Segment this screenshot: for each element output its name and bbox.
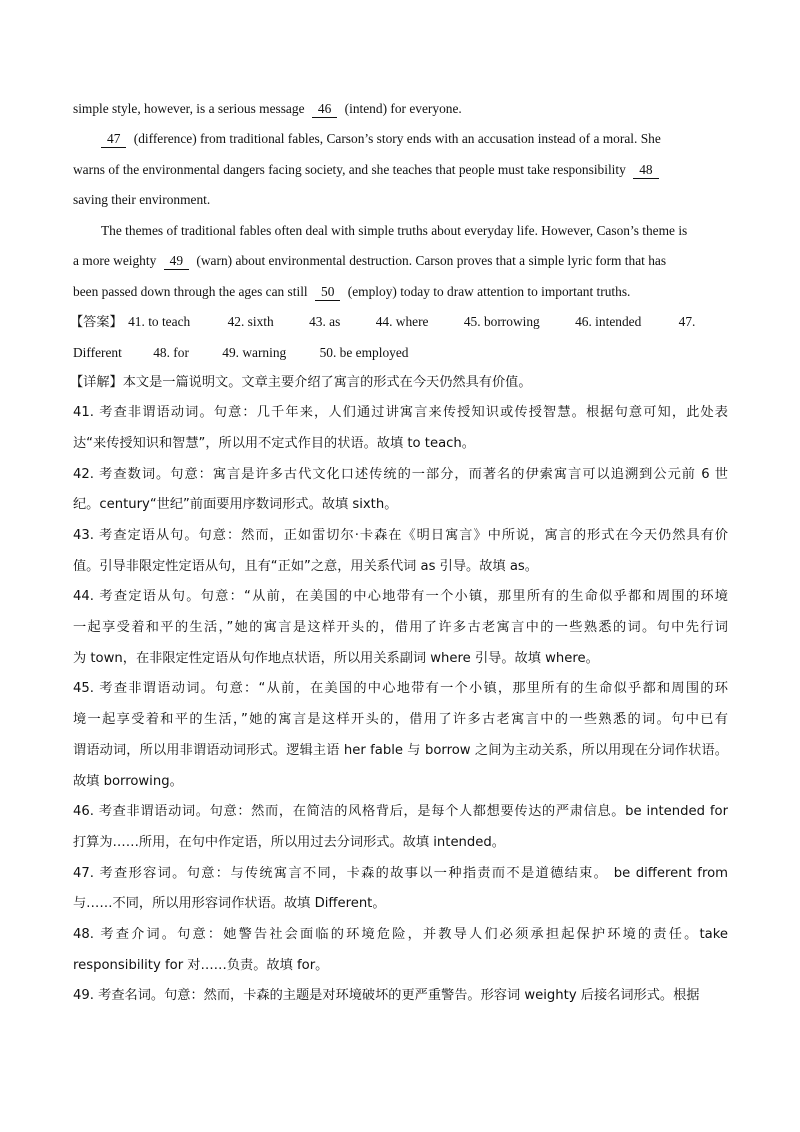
explanation-line: 41. 考查非谓语动词。句意：几千年来，人们通过讲寓言来传授知识或传授智慧。根据句意可知，此处表 xyxy=(73,405,728,420)
explanation-line: 故填 borrowing。 xyxy=(73,774,183,789)
explanation-line: 值。引导非限定性定语从句，且有“正如”之意，用关系代词 as 引导。故填 as。 xyxy=(73,559,538,574)
passage-line xyxy=(101,216,728,246)
passage-line xyxy=(73,185,728,215)
explanation-line: 46. 考查非谓语动词。句意：然而，在简洁的风格背后，是每个人都想要传达的严肃信息。be intended for xyxy=(73,804,728,819)
passage-line-50 xyxy=(73,277,728,307)
passage-line-48 xyxy=(73,155,728,185)
explanation-text: 本文是一篇说明文。文章主要介绍了寓言的形式在今天仍然具有价值。 xyxy=(122,375,532,390)
passage-line-47 xyxy=(101,124,728,154)
explanation-line: 为 town，在非限定性定语从句作地点状语，所以用关系副词 where 引导。故填 where。 xyxy=(73,651,599,666)
explanation-label: 【详解】 xyxy=(70,375,123,390)
explanation-line: 纪。century“世纪”前面要用序数词形式。故填 sixth。 xyxy=(73,497,398,512)
blank-48: 48 xyxy=(633,162,658,179)
explanation-line: 49. 考查名词。句意：然而，卡森的主题是对环境破坏的更严重警告。形容词 weighty 后接名词形式。根据 xyxy=(73,988,700,1003)
explanation-line: 达“来传授知识和智慧”，所以用不定式作目的状语。故填 to teach。 xyxy=(73,436,475,451)
passage-text: (employ) today to draw attention to important truths. xyxy=(347,284,631,299)
blank-46: 46 xyxy=(312,101,337,118)
explanation-line: 44. 考查定语从句。句意：“从前，在美国的中心地带有一个小镇，那里所有的生命似乎都和周围的环境 xyxy=(73,589,728,604)
passage-text: been passed down through the ages can still xyxy=(73,284,308,299)
blank-50: 50 xyxy=(315,284,340,301)
answer-label: 【答案】 xyxy=(70,315,123,330)
passage-text: simple style, however, is a serious message xyxy=(73,101,305,116)
passage-text: a more weighty xyxy=(73,253,157,268)
passage-text: warns of the environmental dangers facing society, and she teaches that people must take responsibility xyxy=(73,162,626,177)
passage-text: saving their environment. xyxy=(73,192,211,207)
blank-49: 49 xyxy=(164,253,189,270)
explanation-line: 43. 考查定语从句。句意：然而，正如雷切尔·卡森在《明日寓言》中所说，寓言的形式在今天仍然具有价 xyxy=(73,528,728,543)
answer-item: 44. where xyxy=(375,314,429,329)
explanation-line: 47. 考查形容词。句意：与传统寓言不同，卡森的故事以一种指责而不是道德结束。 be different from xyxy=(73,866,728,881)
answer-item: 45. borrowing xyxy=(463,314,540,329)
explanation-line: 谓语动词，所以用非谓语动词形式。逻辑主语 her fable 与 borrow 之间为主动关系，所以用现在分词作状语。 xyxy=(73,743,728,758)
explanation-line: 与……不同，所以用形容词作状语。故填 Different。 xyxy=(73,896,386,911)
passage-text: (warn) about environmental destruction. Carson proves that a simple lyric form that has xyxy=(196,253,667,268)
answer-line-1 xyxy=(70,307,728,337)
answer-item: 48. for xyxy=(153,345,189,360)
passage-text: (difference) from traditional fables, Carson’s story ends with an accusation instead of a moral. She xyxy=(133,131,661,146)
explanation-line: 打算为……所用，在句中作定语，所以用过去分词形式。故填 intended。 xyxy=(73,835,505,850)
passage-line-46 xyxy=(73,94,728,124)
answer-item: 50. be employed xyxy=(319,345,409,360)
explanation-line: 42. 考查数词。句意：寓言是许多古代文化口述传统的一部分，而著名的伊索寓言可以追溯到公元前 6 世 xyxy=(73,467,728,482)
answer-line-2 xyxy=(73,338,728,368)
passage-line-49 xyxy=(73,246,728,276)
explanation-intro xyxy=(70,368,725,398)
explanation-line: 48. 考查介词。句意：她警告社会面临的环境危险，并教导人们必须承担起保护环境的责任。take xyxy=(73,927,728,942)
answer-item: 42. sixth xyxy=(227,314,274,329)
answer-item: 41. to teach xyxy=(128,314,191,329)
answer-item: 43. as xyxy=(309,314,341,329)
explanation-line: 一起享受着和平的生活，”她的寓言是这样开头的，借用了许多古老寓言中的一些熟悉的词。句中先行词 xyxy=(73,620,728,635)
explanation-line: 45. 考查非谓语动词。句意：“从前，在美国的中心地带有一个小镇，那里所有的生命似乎都和周围的环 xyxy=(73,681,728,696)
passage-text: (intend) for everyone. xyxy=(344,101,462,116)
explanation-line: responsibility for 对……负责。故填 for。 xyxy=(73,958,329,973)
answer-item: Different xyxy=(73,345,122,360)
explanation-line: 境一起享受着和平的生活，”她的寓言是这样开头的，借用了许多古老寓言中的一些熟悉的词。句中已有 xyxy=(73,712,728,727)
answer-item: 49. warning xyxy=(222,345,287,360)
passage-text: The themes of traditional fables often deal with simple truths about everyday life. However, Cason’s theme is xyxy=(101,223,688,238)
answer-item: 46. intended xyxy=(575,314,642,329)
blank-47: 47 xyxy=(101,131,126,148)
answer-item: 47. xyxy=(678,314,696,329)
